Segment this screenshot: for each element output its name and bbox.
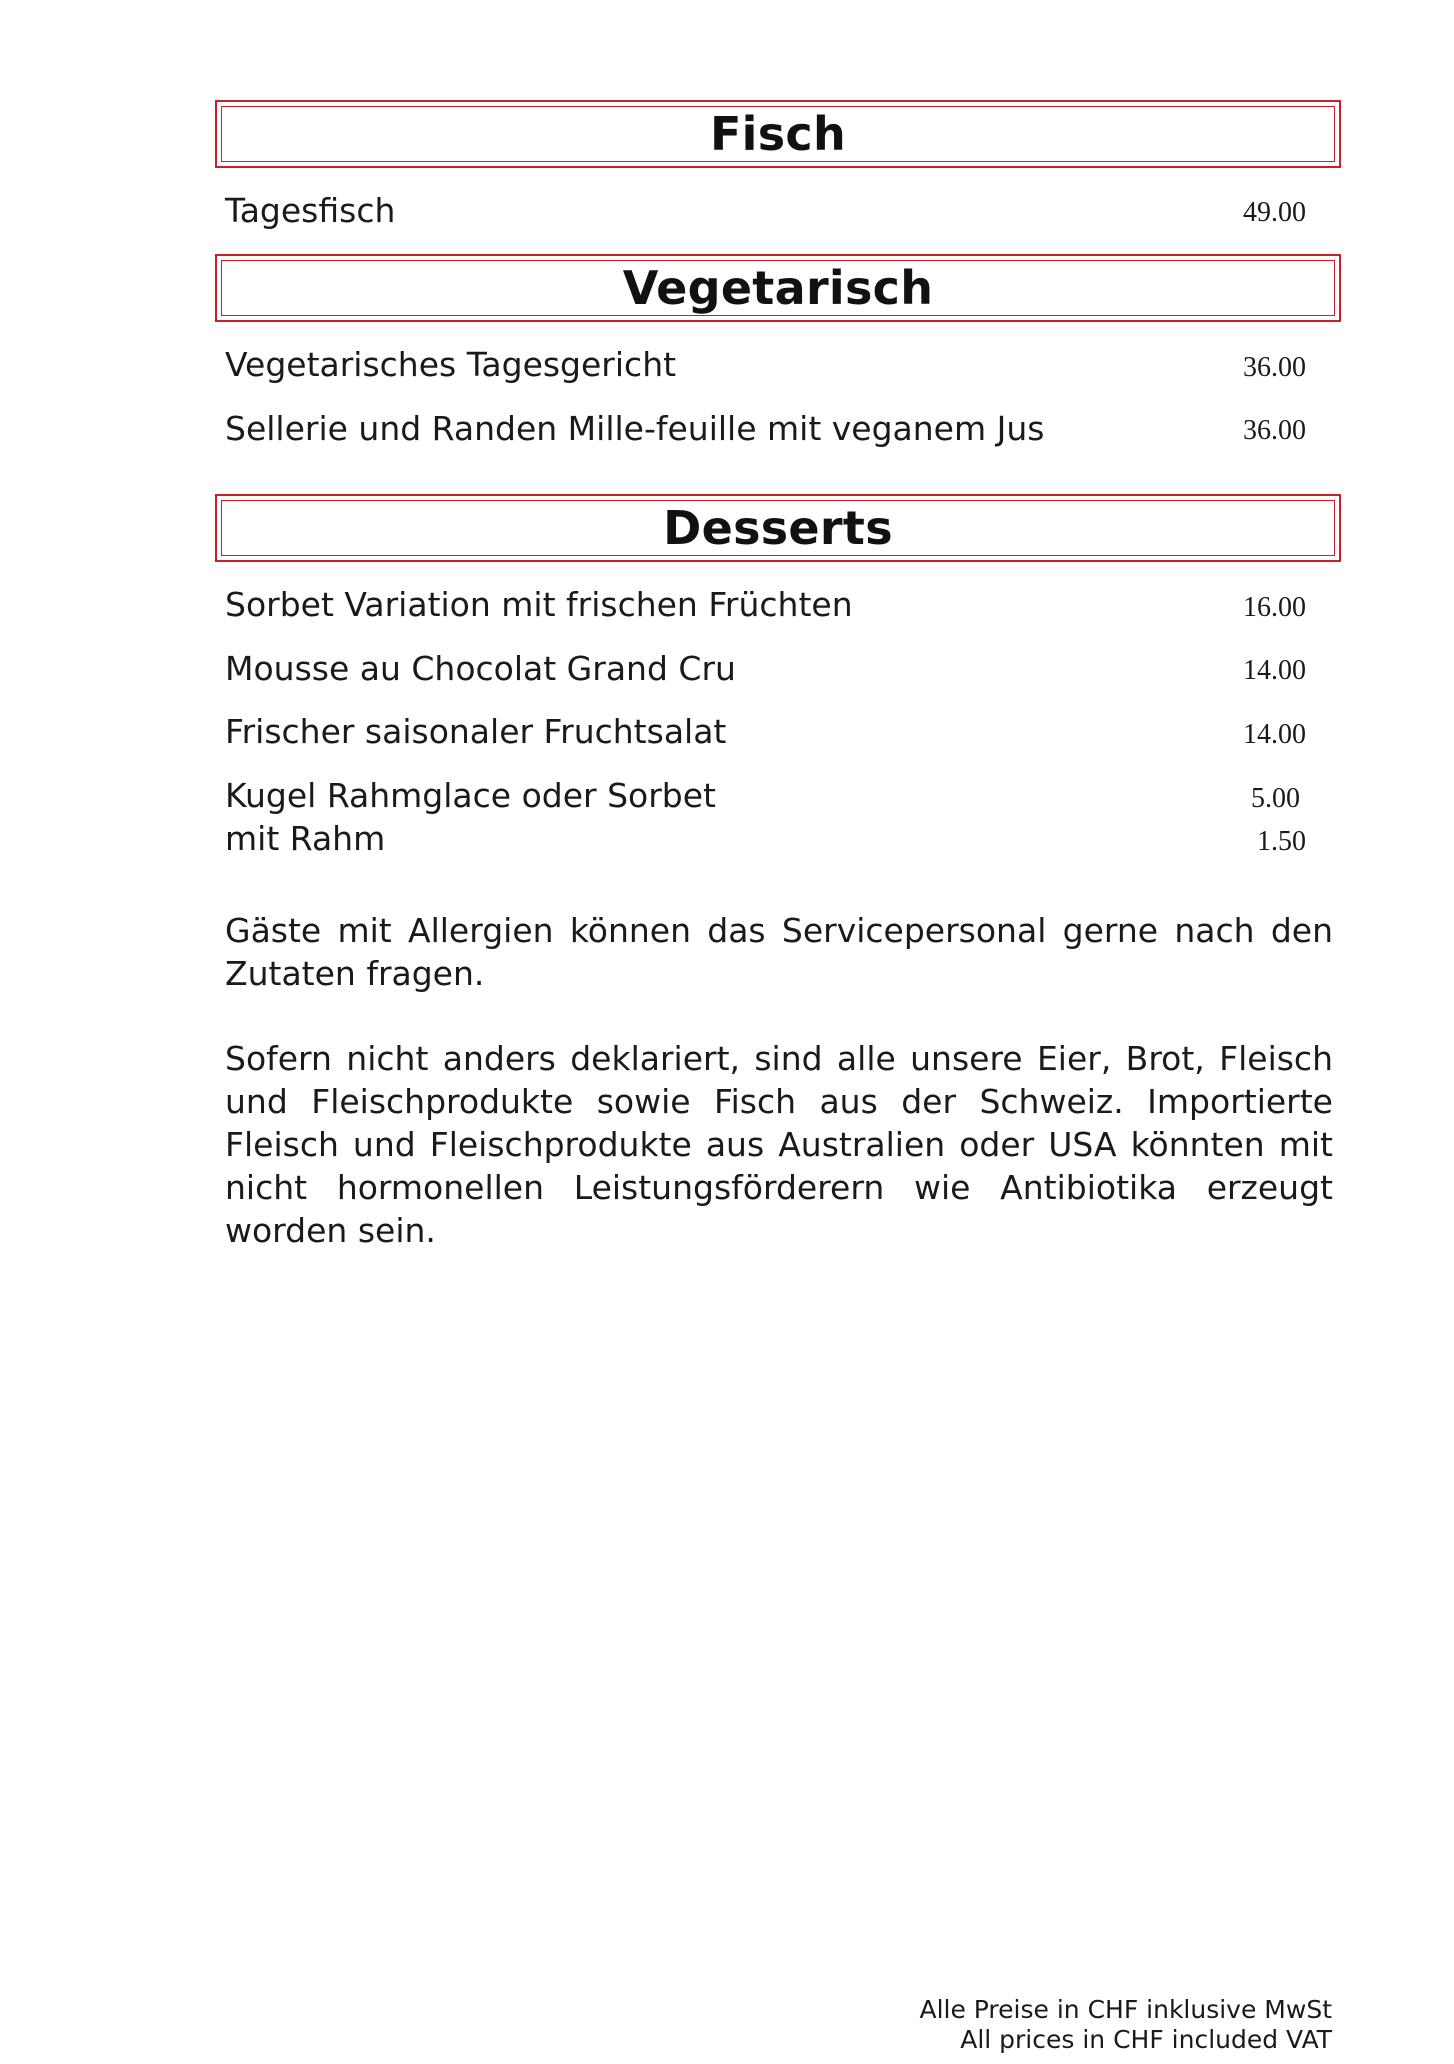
menu-item-price: 49.00	[1243, 197, 1306, 228]
menu-item-name: Sellerie und Randen Mille-feuille mit veganem Jus	[225, 409, 1045, 448]
section-title-vegetarisch: Vegetarisch	[622, 261, 934, 315]
menu-item-name: Mousse au Chocolat Grand Cru	[225, 649, 736, 688]
footer-price-note-de: Alle Preise in CHF inklusive MwSt	[919, 1995, 1332, 2024]
menu-item-name: Tagesfisch	[225, 191, 396, 230]
menu-item-name: Kugel Rahmglace oder Sorbet	[225, 776, 716, 815]
section-header-desserts	[215, 494, 1341, 562]
menu-item-name: Frischer saisonaler Fruchtsalat	[225, 712, 727, 751]
menu-item-price: 36.00	[1243, 415, 1306, 446]
section-header-vegetarisch	[215, 254, 1341, 322]
menu-item-price: 14.00	[1243, 719, 1306, 750]
menu-item-price: 1.50	[1257, 826, 1306, 857]
section-title-fisch: Fisch	[709, 107, 847, 161]
menu-item-price: 36.00	[1243, 352, 1306, 383]
menu-item-name: mit Rahm	[225, 819, 386, 858]
menu-item-price: 16.00	[1243, 592, 1306, 623]
menu-item-price: 14.00	[1243, 655, 1306, 686]
section-title-desserts: Desserts	[663, 501, 893, 555]
footer-price-note-en: All prices in CHF included VAT	[960, 2025, 1332, 2054]
allergy-note: Gäste mit Allergien können das Servicepersonal gerne nach den Zutaten fragen.	[225, 911, 1333, 993]
menu-item-name: Sorbet Variation mit frischen Früchten	[225, 585, 853, 624]
origin-note: Sofern nicht anders deklariert, sind alle unsere Eier, Brot, Fleisch und Fleischprodukte sowie Fisch aus der Schweiz. Importierte Fleisch und Fleischprodukte aus Australien oder USA könnten mit nicht hormonellen Leistungsförderern wie Antibiotika erzeugt worden sein.	[225, 1039, 1333, 1250]
section-header-fisch	[215, 100, 1341, 168]
menu-item-price: 5.00	[1251, 783, 1300, 814]
menu-item-name: Vegetarisches Tagesgericht	[225, 345, 677, 384]
